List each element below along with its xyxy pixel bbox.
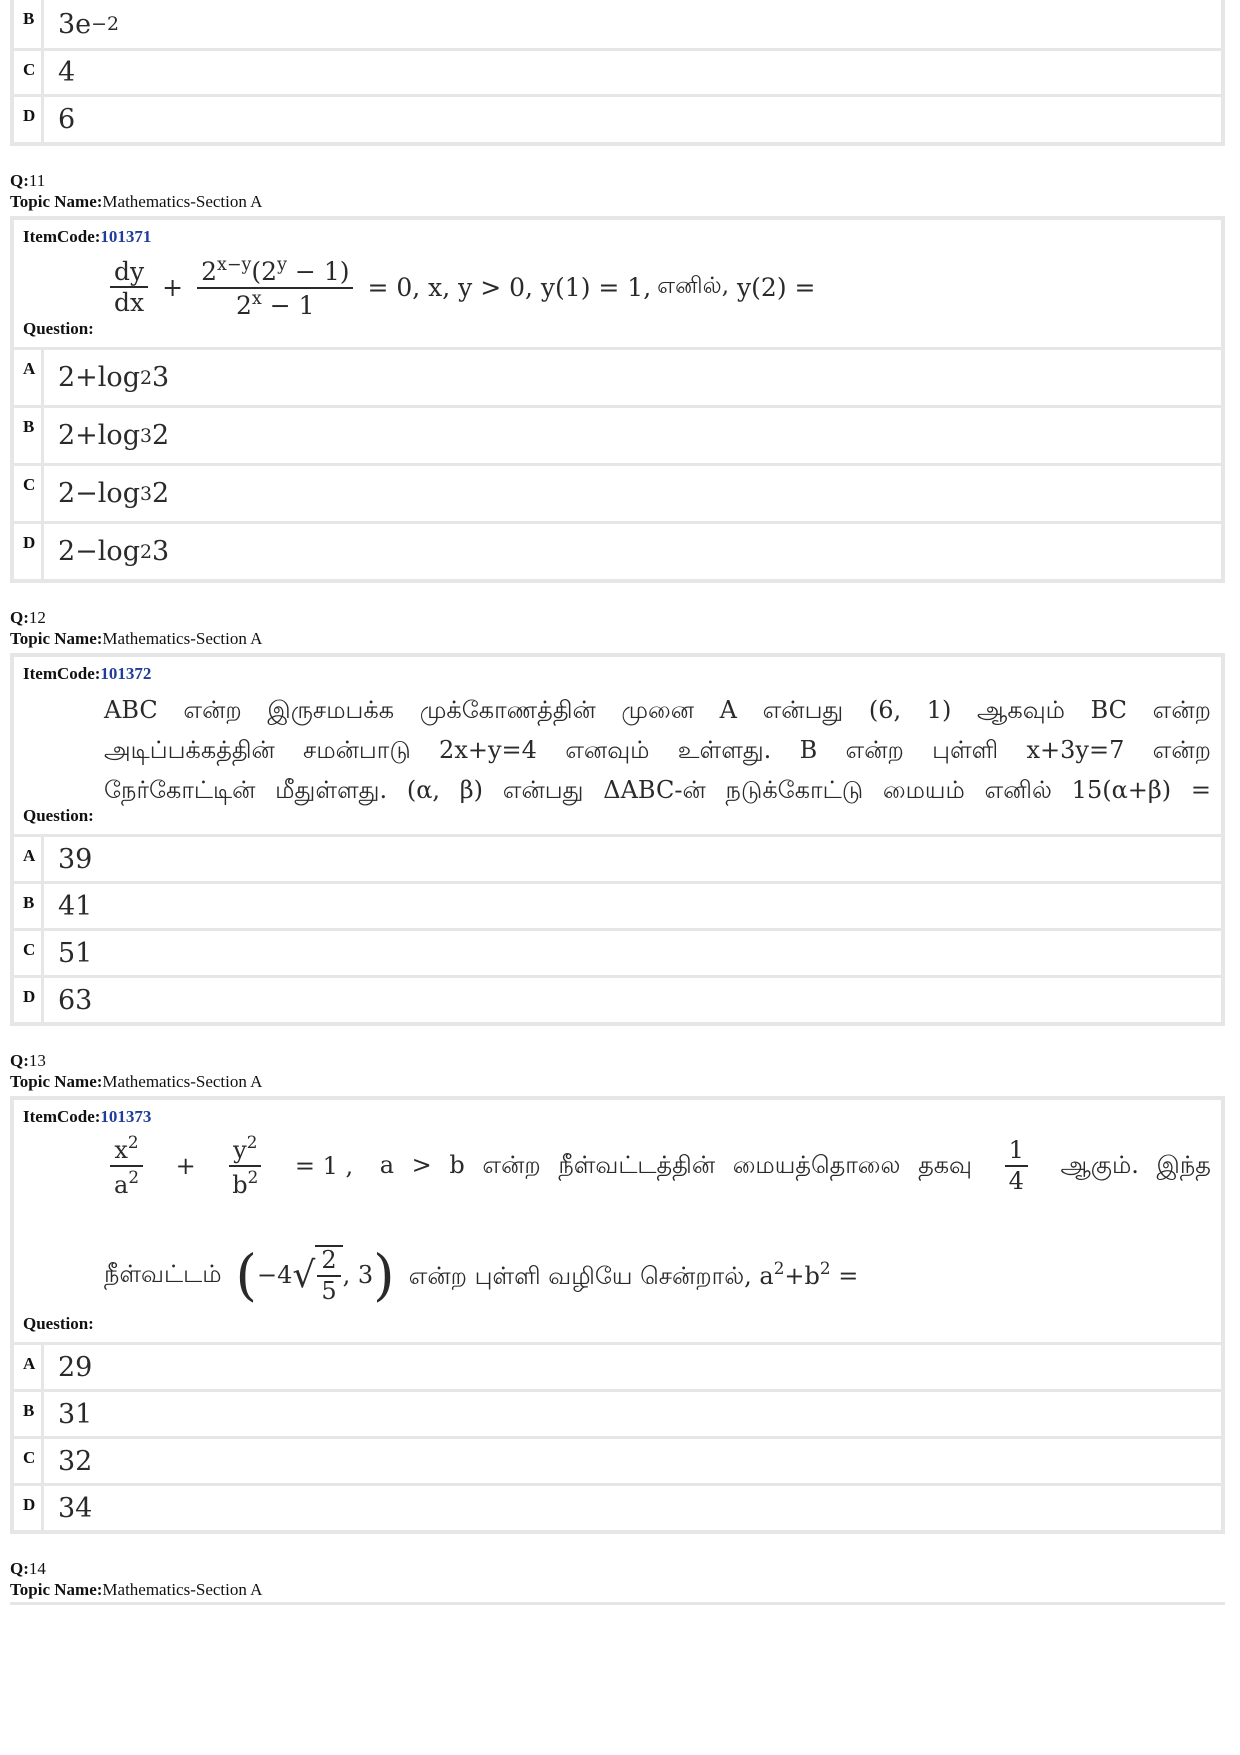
option-row[interactable] — [14, 463, 1221, 521]
question-body — [14, 247, 1221, 350]
question-header-14: Q:14 Topic Name:Mathematics-Section A — [10, 1559, 263, 1599]
topic-name: Mathematics-Section A — [102, 629, 263, 648]
option-letter: A — [14, 837, 44, 881]
option-row[interactable] — [14, 1389, 1221, 1436]
question-text — [104, 255, 815, 321]
option-row[interactable] — [14, 350, 1221, 405]
question-line: ABC என்ற இருசமபக்க முக்கோணத்தின் முனை A என்பது (6, 1) ஆகவும் BC என்ற — [104, 696, 1211, 724]
q-label: Q: — [10, 171, 29, 190]
question-text — [104, 690, 1211, 810]
option-row[interactable] — [14, 928, 1221, 975]
question-label: Question: — [23, 806, 94, 825]
option-letter: D — [14, 1486, 44, 1530]
option-value: 2+log 3 2 — [58, 420, 170, 451]
question-box-13 — [10, 1096, 1225, 1534]
option-letter: C — [14, 466, 44, 521]
question-ask: y(2) = — [737, 273, 816, 303]
option-value: 6 — [58, 104, 76, 135]
option-letter: B — [14, 1392, 44, 1436]
item-code-value: 101373 — [100, 1107, 152, 1126]
option-row[interactable] — [14, 1436, 1221, 1483]
question-paper-page — [10, 0, 1225, 1605]
option-value: 34 — [58, 1492, 93, 1524]
option-row[interactable] — [14, 521, 1221, 579]
question-line-1: $\frac{x^2}{a^2}$ + $\frac{y^2}{b^2}$ = 1 , a > b என்ற நீள்வட்டத்தின் மையத்தொலை தகவு $\frac{1}{4}$ ஆகும். இந்த — [104, 1133, 1211, 1199]
item-code: ItemCode:101371 — [23, 227, 152, 246]
option-value: 31 — [58, 1398, 93, 1430]
option-row[interactable] — [14, 1345, 1221, 1389]
question-header-11 — [10, 170, 1225, 212]
question-line: நேர்கோட்டின் மீதுள்ளது. (α, β) என்பது ΔABC-ன் நடுக்கோட்டு மையம் எனில் 15(α+β) = — [104, 776, 1211, 804]
option-letter: D — [14, 524, 44, 579]
option-row[interactable] — [14, 837, 1221, 881]
q-number: 13 — [28, 1051, 46, 1070]
option-row[interactable] — [14, 1483, 1221, 1530]
option-letter: D — [14, 97, 44, 142]
option-letter: A — [14, 1345, 44, 1389]
question-body — [14, 684, 1221, 837]
topic-name: Mathematics-Section A — [102, 192, 263, 211]
option-value: 32 — [58, 1445, 93, 1477]
item-code: ItemCode:101372 — [23, 664, 152, 683]
option-value: 39 — [58, 843, 93, 875]
option-row[interactable] — [14, 48, 1221, 94]
question-body — [14, 1127, 1221, 1345]
question-line: அடிப்பக்கத்தின் சமன்பாடு 2x+y=4 எனவும் உள்ளது. B என்ற புள்ளி x+3y=7 என்ற — [104, 736, 1211, 764]
option-row[interactable] — [14, 94, 1221, 142]
q-number: 12 — [28, 608, 46, 627]
option-letter: C — [14, 1439, 44, 1483]
question-box-12 — [10, 653, 1225, 1026]
topic-name: Mathematics-Section A — [102, 1580, 263, 1599]
option-value: 63 — [58, 984, 93, 1016]
question-box-11 — [10, 216, 1225, 583]
option-value: 51 — [58, 937, 93, 969]
item-code-value: 101372 — [100, 664, 152, 683]
option-letter: C — [14, 51, 44, 94]
option-letter: D — [14, 978, 44, 1022]
topic-label: Topic Name: — [10, 192, 103, 211]
option-letter: B — [14, 884, 44, 928]
prev-options-table — [10, 0, 1225, 146]
option-value: 2+log 2 3 — [58, 362, 170, 393]
question-label: Question: — [23, 319, 94, 338]
question-line-2: நீள்வட்டம் ( −4 √ $\frac{2}{5}$ , 3 ) என்ற புள்ளி வழியே சென்றால், $a^2+b^2$ = — [104, 1242, 859, 1307]
fraction-dydx: $\frac{dy}{dx}$ — [110, 258, 148, 319]
q-number: 14 — [28, 1559, 46, 1578]
question-label: Question: — [23, 1314, 94, 1333]
equation-rhs: = 0, x, y > 0, y(1) = 1, — [367, 273, 652, 303]
option-letter: B — [14, 408, 44, 463]
option-value: 2−log 3 2 — [58, 478, 170, 509]
option-value: 41 — [58, 890, 93, 922]
topic-name: Mathematics-Section A — [102, 1072, 263, 1091]
option-value: 29 — [58, 1351, 93, 1383]
option-letter: A — [14, 350, 44, 405]
option-value — [44, 0, 1221, 48]
q-number: 11 — [28, 171, 46, 190]
option-letter: B — [14, 0, 44, 48]
question-header-12: Q:12 Topic Name:Mathematics-Section A — [10, 608, 263, 648]
option-row[interactable] — [14, 405, 1221, 463]
item-code-value: 101371 — [100, 227, 152, 246]
option-text: 3e — [58, 8, 92, 40]
tamil-if: எனில், — [657, 273, 730, 300]
option-letter: C — [14, 931, 44, 975]
fraction-main: $\frac{2^{x-y}(2^y - 1)}{2^x - 1}$ — [197, 255, 353, 321]
option-row[interactable] — [14, 881, 1221, 928]
option-sup: −2 — [91, 13, 120, 35]
option-row[interactable] — [14, 975, 1221, 1022]
option-row[interactable] — [14, 0, 1221, 48]
option-value: 4 — [58, 57, 76, 88]
divider — [10, 1602, 1225, 1605]
option-value: 2−log 2 3 — [58, 536, 170, 567]
question-header-13: Q:13 Topic Name:Mathematics-Section A — [10, 1051, 263, 1091]
plus-sign: + — [162, 273, 184, 303]
item-code: ItemCode:101373 — [23, 1107, 152, 1126]
